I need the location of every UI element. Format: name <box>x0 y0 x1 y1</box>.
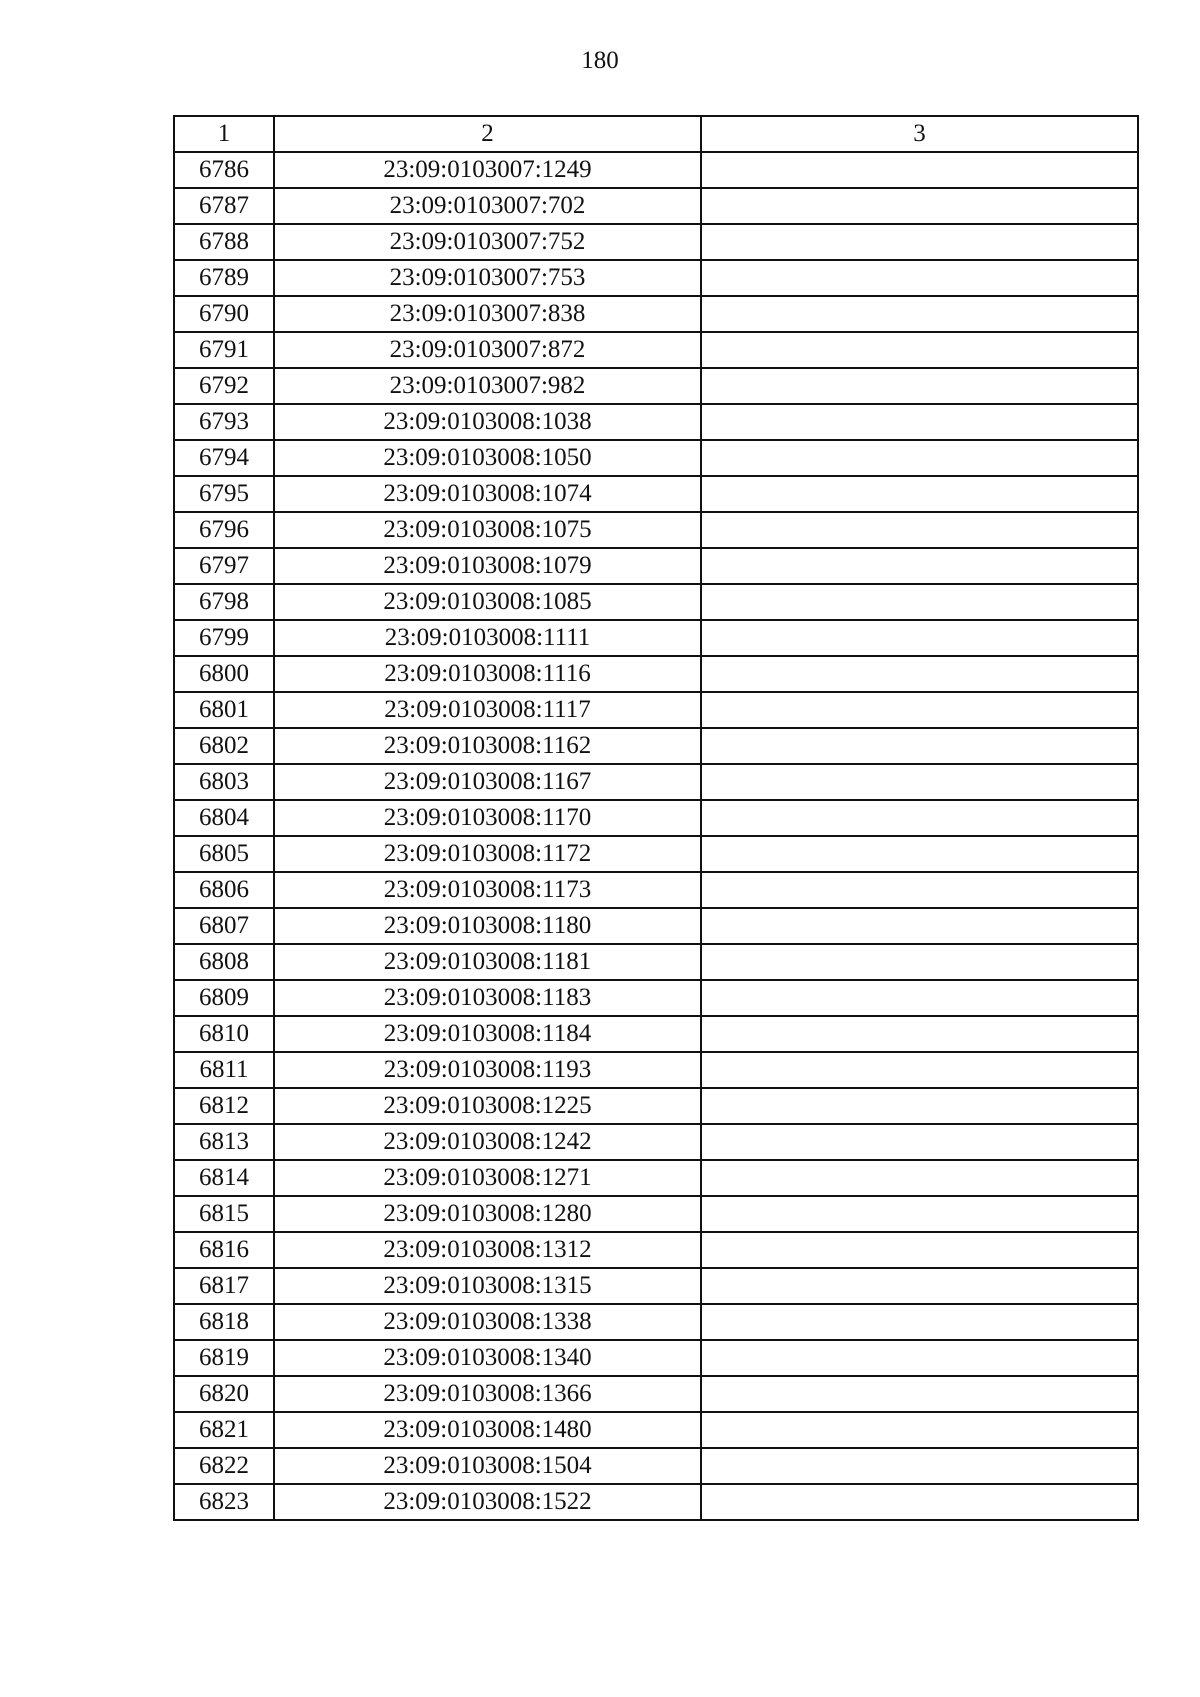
row-number-cell: 6811 <box>174 1052 274 1088</box>
note-cell <box>701 980 1138 1016</box>
note-cell <box>701 260 1138 296</box>
cadastral-number-cell: 23:09:0103008:1181 <box>274 944 701 980</box>
note-cell <box>701 620 1138 656</box>
note-cell <box>701 692 1138 728</box>
page-number: 180 <box>581 47 619 74</box>
row-number-cell: 6792 <box>174 368 274 404</box>
row-number-cell: 6817 <box>174 1268 274 1304</box>
registry-table <box>173 115 1139 1521</box>
table-row <box>174 620 1138 656</box>
cadastral-number-cell: 23:09:0103007:752 <box>274 224 701 260</box>
note-cell <box>701 1448 1138 1484</box>
row-number-cell: 6786 <box>174 152 274 188</box>
cadastral-number-cell: 23:09:0103008:1242 <box>274 1124 701 1160</box>
note-cell <box>701 440 1138 476</box>
cadastral-number-cell: 23:09:0103008:1340 <box>274 1340 701 1376</box>
row-number-cell: 6805 <box>174 836 274 872</box>
table-row <box>174 404 1138 440</box>
row-number-cell: 6794 <box>174 440 274 476</box>
row-number-cell: 6812 <box>174 1088 274 1124</box>
note-cell <box>701 1124 1138 1160</box>
table-row <box>174 584 1138 620</box>
note-cell <box>701 152 1138 188</box>
table-row <box>174 908 1138 944</box>
note-cell <box>701 1340 1138 1376</box>
cadastral-number-cell: 23:09:0103008:1111 <box>274 620 701 656</box>
header-cell-col2: 2 <box>274 116 701 152</box>
table-row <box>174 548 1138 584</box>
note-cell <box>701 584 1138 620</box>
table-header <box>174 116 1138 152</box>
table-row <box>174 836 1138 872</box>
table-row <box>174 1016 1138 1052</box>
cadastral-number-cell: 23:09:0103008:1075 <box>274 512 701 548</box>
note-cell <box>701 800 1138 836</box>
row-number-cell: 6801 <box>174 692 274 728</box>
table-row <box>174 1088 1138 1124</box>
table-row <box>174 1052 1138 1088</box>
table-row <box>174 872 1138 908</box>
row-number-cell: 6815 <box>174 1196 274 1232</box>
note-cell <box>701 872 1138 908</box>
note-cell <box>701 1412 1138 1448</box>
row-number-cell: 6803 <box>174 764 274 800</box>
row-number-cell: 6816 <box>174 1232 274 1268</box>
cadastral-number-cell: 23:09:0103008:1162 <box>274 728 701 764</box>
note-cell <box>701 548 1138 584</box>
note-cell <box>701 188 1138 224</box>
note-cell <box>701 1160 1138 1196</box>
row-number-cell: 6806 <box>174 872 274 908</box>
cadastral-number-cell: 23:09:0103008:1338 <box>274 1304 701 1340</box>
cadastral-number-cell: 23:09:0103007:753 <box>274 260 701 296</box>
row-number-cell: 6796 <box>174 512 274 548</box>
row-number-cell: 6800 <box>174 656 274 692</box>
table-row <box>174 1448 1138 1484</box>
cadastral-number-cell: 23:09:0103008:1079 <box>274 548 701 584</box>
row-number-cell: 6807 <box>174 908 274 944</box>
table-row <box>174 1412 1138 1448</box>
cadastral-number-cell: 23:09:0103008:1117 <box>274 692 701 728</box>
cadastral-number-cell: 23:09:0103007:872 <box>274 332 701 368</box>
note-cell <box>701 1268 1138 1304</box>
table-row <box>174 260 1138 296</box>
cadastral-number-cell: 23:09:0103008:1074 <box>274 476 701 512</box>
table-row <box>174 152 1138 188</box>
cadastral-number-cell: 23:09:0103008:1085 <box>274 584 701 620</box>
row-number-cell: 6810 <box>174 1016 274 1052</box>
note-cell <box>701 1196 1138 1232</box>
row-number-cell: 6789 <box>174 260 274 296</box>
table-row <box>174 440 1138 476</box>
table-row <box>174 800 1138 836</box>
row-number-cell: 6799 <box>174 620 274 656</box>
cadastral-number-cell: 23:09:0103008:1183 <box>274 980 701 1016</box>
cadastral-number-cell: 23:09:0103007:838 <box>274 296 701 332</box>
note-cell <box>701 836 1138 872</box>
note-cell <box>701 656 1138 692</box>
row-number-cell: 6788 <box>174 224 274 260</box>
table-row <box>174 764 1138 800</box>
note-cell <box>701 512 1138 548</box>
table-row <box>174 188 1138 224</box>
cadastral-number-cell: 23:09:0103008:1184 <box>274 1016 701 1052</box>
table-row <box>174 1484 1138 1520</box>
cadastral-number-cell: 23:09:0103008:1225 <box>274 1088 701 1124</box>
table-row <box>174 1124 1138 1160</box>
cadastral-number-cell: 23:09:0103008:1167 <box>274 764 701 800</box>
row-number-cell: 6802 <box>174 728 274 764</box>
note-cell <box>701 1052 1138 1088</box>
cadastral-number-cell: 23:09:0103007:702 <box>274 188 701 224</box>
row-number-cell: 6804 <box>174 800 274 836</box>
table-row <box>174 692 1138 728</box>
table-row <box>174 224 1138 260</box>
table-row <box>174 296 1138 332</box>
note-cell <box>701 1016 1138 1052</box>
row-number-cell: 6823 <box>174 1484 274 1520</box>
cadastral-number-cell: 23:09:0103008:1480 <box>274 1412 701 1448</box>
cadastral-number-cell: 23:09:0103008:1280 <box>274 1196 701 1232</box>
note-cell <box>701 224 1138 260</box>
note-cell <box>701 764 1138 800</box>
cadastral-number-cell: 23:09:0103008:1172 <box>274 836 701 872</box>
row-number-cell: 6790 <box>174 296 274 332</box>
cadastral-number-cell: 23:09:0103007:982 <box>274 368 701 404</box>
note-cell <box>701 944 1138 980</box>
note-cell <box>701 296 1138 332</box>
header-cell-col3: 3 <box>701 116 1138 152</box>
cadastral-number-cell: 23:09:0103008:1038 <box>274 404 701 440</box>
note-cell <box>701 476 1138 512</box>
table-row <box>174 1196 1138 1232</box>
note-cell <box>701 1304 1138 1340</box>
row-number-cell: 6809 <box>174 980 274 1016</box>
cadastral-number-cell: 23:09:0103008:1193 <box>274 1052 701 1088</box>
header-cell-col1: 1 <box>174 116 274 152</box>
table-row <box>174 656 1138 692</box>
table-row <box>174 1340 1138 1376</box>
note-cell <box>701 908 1138 944</box>
note-cell <box>701 1376 1138 1412</box>
cadastral-number-cell: 23:09:0103008:1504 <box>274 1448 701 1484</box>
table-row <box>174 332 1138 368</box>
row-number-cell: 6798 <box>174 584 274 620</box>
row-number-cell: 6797 <box>174 548 274 584</box>
cadastral-number-cell: 23:09:0103008:1271 <box>274 1160 701 1196</box>
row-number-cell: 6795 <box>174 476 274 512</box>
row-number-cell: 6787 <box>174 188 274 224</box>
note-cell <box>701 1088 1138 1124</box>
note-cell <box>701 404 1138 440</box>
cadastral-number-cell: 23:09:0103008:1050 <box>274 440 701 476</box>
table-body <box>174 152 1138 1520</box>
note-cell <box>701 728 1138 764</box>
row-number-cell: 6822 <box>174 1448 274 1484</box>
row-number-cell: 6791 <box>174 332 274 368</box>
cadastral-number-cell: 23:09:0103008:1180 <box>274 908 701 944</box>
cadastral-number-cell: 23:09:0103008:1522 <box>274 1484 701 1520</box>
table-row <box>174 1376 1138 1412</box>
table-row <box>174 728 1138 764</box>
table-row <box>174 1232 1138 1268</box>
table-row <box>174 1304 1138 1340</box>
note-cell <box>701 1484 1138 1520</box>
table-row <box>174 980 1138 1016</box>
cadastral-number-cell: 23:09:0103008:1315 <box>274 1268 701 1304</box>
row-number-cell: 6819 <box>174 1340 274 1376</box>
cadastral-number-cell: 23:09:0103008:1116 <box>274 656 701 692</box>
row-number-cell: 6793 <box>174 404 274 440</box>
table-row <box>174 1160 1138 1196</box>
row-number-cell: 6818 <box>174 1304 274 1340</box>
row-number-cell: 6821 <box>174 1412 274 1448</box>
cadastral-number-cell: 23:09:0103008:1366 <box>274 1376 701 1412</box>
note-cell <box>701 332 1138 368</box>
table-row <box>174 944 1138 980</box>
table-row <box>174 512 1138 548</box>
cadastral-number-cell: 23:09:0103008:1170 <box>274 800 701 836</box>
cadastral-number-cell: 23:09:0103007:1249 <box>274 152 701 188</box>
note-cell <box>701 1232 1138 1268</box>
table-row <box>174 368 1138 404</box>
row-number-cell: 6808 <box>174 944 274 980</box>
cadastral-number-cell: 23:09:0103008:1173 <box>274 872 701 908</box>
table-row <box>174 1268 1138 1304</box>
table-row <box>174 476 1138 512</box>
note-cell <box>701 368 1138 404</box>
row-number-cell: 6813 <box>174 1124 274 1160</box>
cadastral-number-cell: 23:09:0103008:1312 <box>274 1232 701 1268</box>
row-number-cell: 6814 <box>174 1160 274 1196</box>
row-number-cell: 6820 <box>174 1376 274 1412</box>
header-row <box>174 116 1138 152</box>
